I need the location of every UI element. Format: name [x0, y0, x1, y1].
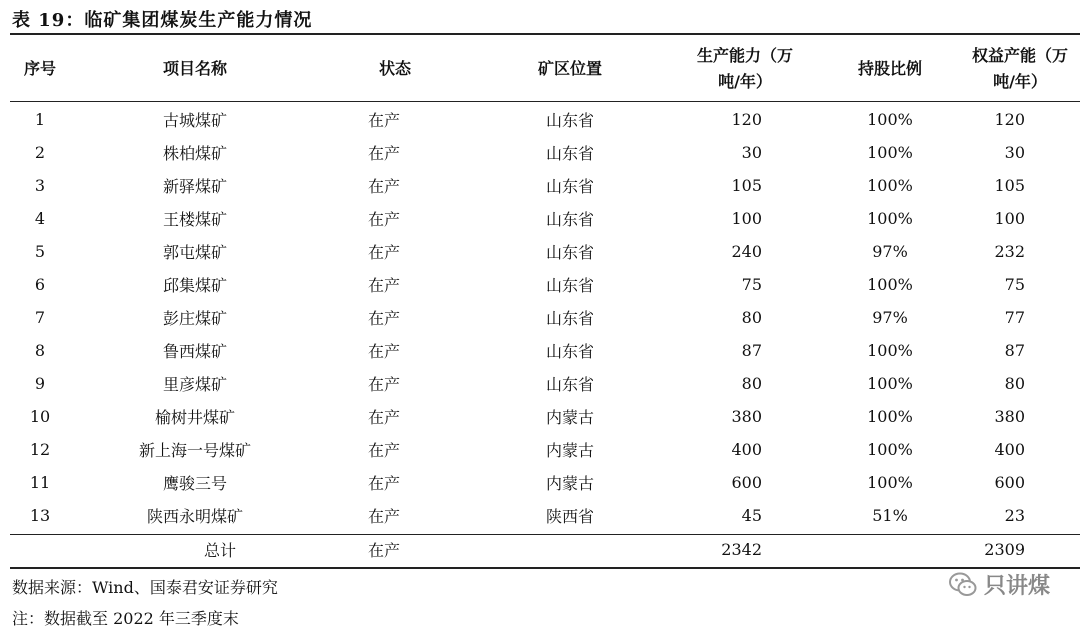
row-location: 山东省: [545, 210, 594, 229]
total-row: [10, 532, 1080, 565]
row-share: 100%: [867, 341, 913, 360]
row-equity: 80: [1004, 374, 1025, 393]
row-equity: 105: [994, 176, 1025, 195]
table-row: [10, 334, 1080, 367]
row-name: 鹰骏三号: [162, 474, 227, 493]
row-index: 12: [29, 440, 51, 459]
row-location: 山东省: [545, 243, 594, 262]
row-location: 山东省: [545, 342, 594, 361]
header-equity-line1: 权益产能（万: [971, 45, 1068, 65]
row-status: 在产: [368, 276, 401, 295]
row-status: 在产: [368, 474, 401, 493]
row-capacity: 80: [741, 308, 762, 327]
row-share: 100%: [867, 440, 913, 459]
row-equity: 380: [994, 407, 1025, 426]
wechat-icon: [948, 570, 978, 600]
source-note: 数据来源：Wind、国泰君安证券研究: [12, 578, 278, 597]
row-status: 在产: [368, 243, 401, 262]
total-status: 在产: [368, 541, 401, 560]
table-row: [10, 136, 1080, 169]
row-share: 97%: [872, 242, 908, 261]
row-index: 10: [29, 407, 51, 426]
header-name: 项目名称: [162, 58, 227, 78]
total-location: [470, 532, 670, 565]
header-capacity-line1: 生产能力（万: [696, 45, 793, 65]
header-location: 矿区位置: [537, 58, 602, 78]
row-index: 4: [34, 209, 46, 228]
total-capacity: 2342: [721, 540, 762, 559]
row-equity: 30: [1004, 143, 1025, 162]
row-location: 山东省: [545, 111, 594, 130]
row-location: 山东省: [545, 375, 594, 394]
row-location: 内蒙古: [545, 441, 594, 460]
row-status: 在产: [368, 408, 401, 427]
table-row: [10, 202, 1080, 235]
table-row: [10, 499, 1080, 532]
row-status: 在产: [368, 441, 401, 460]
row-index: 7: [34, 308, 46, 327]
row-capacity: 75: [741, 275, 762, 294]
header-share: 持股比例: [857, 58, 922, 78]
row-location: 山东省: [545, 144, 594, 163]
row-name: 株柏煤矿: [162, 144, 227, 163]
table-header-row: [10, 36, 1080, 101]
table-row: [10, 235, 1080, 268]
row-name: 新上海一号煤矿: [138, 441, 251, 460]
header-equity: [960, 36, 1080, 101]
table-body: [10, 101, 1080, 532]
row-equity: 23: [1004, 506, 1025, 525]
top-rule: [10, 33, 1080, 35]
row-name: 鲁西煤矿: [162, 342, 227, 361]
header-capacity-line2: 吨/年）: [718, 71, 772, 91]
row-capacity: 105: [731, 176, 762, 195]
row-name: 榆树井煤矿: [154, 408, 235, 427]
table-row: [10, 433, 1080, 466]
row-location: 陕西省: [545, 507, 594, 526]
watermark: [948, 569, 1050, 600]
row-capacity: 600: [731, 473, 762, 492]
total-share: [820, 532, 960, 565]
row-equity: 400: [994, 440, 1025, 459]
header-index: 序号: [23, 58, 56, 78]
row-status: 在产: [368, 177, 401, 196]
row-location: 山东省: [545, 177, 594, 196]
total-label: 总计: [204, 541, 237, 560]
row-equity: 232: [994, 242, 1025, 261]
row-location: 山东省: [545, 309, 594, 328]
row-location: 内蒙古: [545, 474, 594, 493]
row-name: 新驿煤矿: [162, 177, 227, 196]
row-status: 在产: [368, 111, 401, 130]
row-capacity: 80: [741, 374, 762, 393]
bottom-rule: [10, 567, 1080, 569]
row-location: 内蒙古: [545, 408, 594, 427]
table-row: [10, 400, 1080, 433]
table-row: [10, 466, 1080, 499]
table-row: [10, 101, 1080, 136]
row-name: 里彦煤矿: [162, 375, 227, 394]
total-index: [10, 532, 70, 565]
row-equity: 75: [1004, 275, 1025, 294]
row-equity: 600: [994, 473, 1025, 492]
row-share: 100%: [867, 275, 913, 294]
row-capacity: 120: [731, 110, 762, 129]
row-equity: 100: [994, 209, 1025, 228]
row-index: 8: [34, 341, 46, 360]
row-location: 山东省: [545, 276, 594, 295]
row-equity: 87: [1004, 341, 1025, 360]
row-name: 郭屯煤矿: [162, 243, 227, 262]
row-capacity: 380: [731, 407, 762, 426]
row-share: 100%: [867, 143, 913, 162]
row-status: 在产: [368, 144, 401, 163]
row-index: 9: [34, 374, 46, 393]
table-row: [10, 301, 1080, 334]
row-index: 11: [29, 473, 51, 492]
header-capacity: [670, 36, 820, 101]
row-name: 古城煤矿: [162, 111, 227, 130]
row-status: 在产: [368, 375, 401, 394]
row-name: 王楼煤矿: [162, 210, 227, 229]
row-capacity: 30: [741, 143, 762, 162]
row-index: 13: [29, 506, 51, 525]
row-equity: 77: [1004, 308, 1025, 327]
table-row: [10, 367, 1080, 400]
table-row: [10, 268, 1080, 301]
row-index: 6: [34, 275, 46, 294]
row-share: 100%: [867, 407, 913, 426]
row-status: 在产: [368, 507, 401, 526]
row-share: 51%: [872, 506, 908, 525]
date-note: 注：数据截至 2022 年三季度末: [12, 609, 239, 628]
row-index: 3: [34, 176, 46, 195]
table-title: 表 19：临矿集团煤炭生产能力情况: [12, 10, 313, 31]
row-share: 100%: [867, 110, 913, 129]
row-share: 100%: [867, 209, 913, 228]
row-share: 100%: [867, 473, 913, 492]
row-capacity: 400: [731, 440, 762, 459]
total-equity: 2309: [984, 540, 1025, 559]
row-share: 97%: [872, 308, 908, 327]
row-status: 在产: [368, 309, 401, 328]
row-index: 1: [34, 110, 46, 129]
row-index: 2: [34, 143, 46, 162]
row-equity: 120: [994, 110, 1025, 129]
row-name: 彭庄煤矿: [162, 309, 227, 328]
row-share: 100%: [867, 176, 913, 195]
row-capacity: 87: [741, 341, 762, 360]
table-row: [10, 169, 1080, 202]
row-index: 5: [34, 242, 46, 261]
capacity-table: [10, 36, 1080, 565]
row-capacity: 45: [741, 506, 762, 525]
watermark-text: 只讲煤: [983, 574, 1050, 599]
row-capacity: 240: [731, 242, 762, 261]
header-equity-line2: 吨/年）: [993, 71, 1047, 91]
row-name: 陕西永明煤矿: [146, 507, 243, 526]
row-name: 邱集煤矿: [162, 276, 227, 295]
header-status: 状态: [378, 58, 411, 78]
row-share: 100%: [867, 374, 913, 393]
row-capacity: 100: [731, 209, 762, 228]
row-status: 在产: [368, 210, 401, 229]
row-status: 在产: [368, 342, 401, 361]
